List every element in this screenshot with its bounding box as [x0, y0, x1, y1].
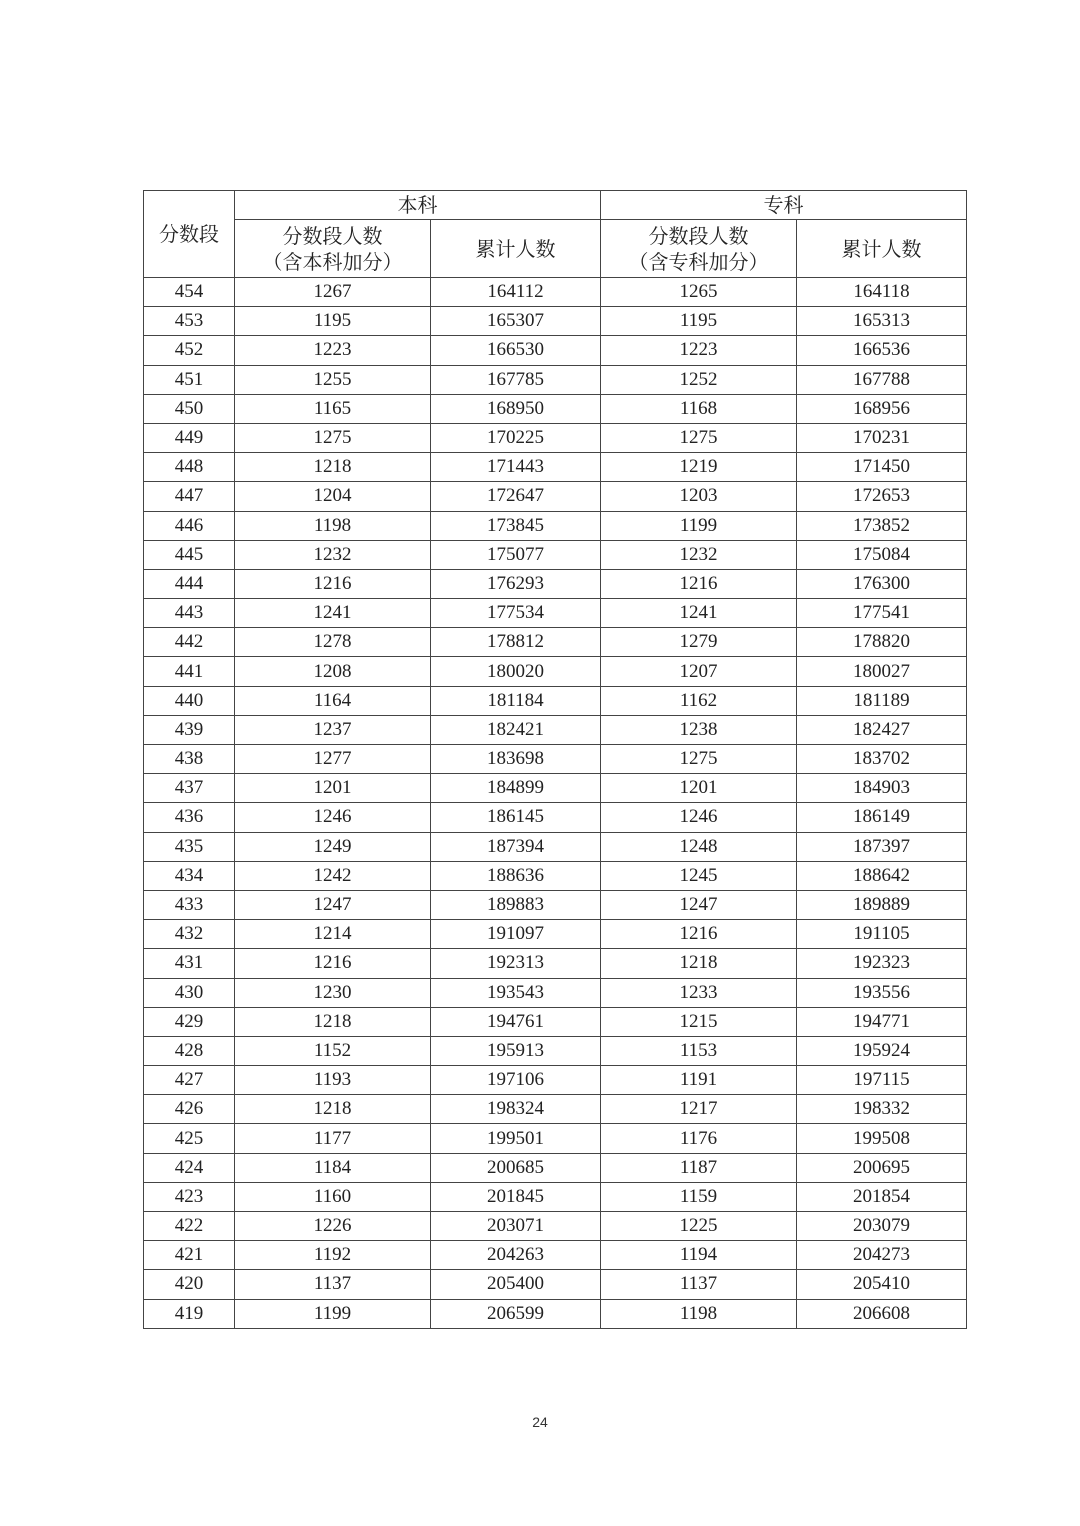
zhuanke-cumulative-cell: 205410 — [797, 1270, 967, 1299]
table-row — [144, 394, 967, 423]
score-cell: 426 — [144, 1095, 235, 1124]
score-cell: 435 — [144, 832, 235, 861]
table-row — [144, 307, 967, 336]
zhuanke-cumulative-cell: 167788 — [797, 365, 967, 394]
score-cell: 449 — [144, 423, 235, 452]
score-distribution-table — [143, 190, 967, 1329]
benke-count-cell: 1223 — [235, 336, 431, 365]
benke-count-cell: 1278 — [235, 628, 431, 657]
table-row — [144, 453, 967, 482]
zhuanke-count-cell: 1238 — [601, 715, 797, 744]
score-cell: 427 — [144, 1066, 235, 1095]
benke-count-cell: 1199 — [235, 1299, 431, 1328]
score-cell: 431 — [144, 949, 235, 978]
benke-cumulative-cell: 172647 — [431, 482, 601, 511]
table-row — [144, 599, 967, 628]
zhuanke-cumulative-cell: 183702 — [797, 745, 967, 774]
benke-cumulative-cell: 165307 — [431, 307, 601, 336]
benke-count-cell: 1242 — [235, 861, 431, 890]
table-row — [144, 774, 967, 803]
zhuanke-count-cell: 1252 — [601, 365, 797, 394]
zhuanke-cumulative-cell: 198332 — [797, 1095, 967, 1124]
table-row — [144, 715, 967, 744]
benke-count-cell: 1218 — [235, 1095, 431, 1124]
benke-cumulative-header: 累计人数 — [431, 220, 601, 278]
table-row — [144, 949, 967, 978]
benke-count-header-line1: 分数段人数 — [282, 223, 383, 248]
benke-cumulative-cell: 178812 — [431, 628, 601, 657]
score-cell: 454 — [144, 278, 235, 307]
score-cell: 425 — [144, 1124, 235, 1153]
zhuanke-cumulative-cell: 164118 — [797, 278, 967, 307]
zhuanke-count-cell: 1201 — [601, 774, 797, 803]
benke-count-cell: 1137 — [235, 1270, 431, 1299]
score-cell: 430 — [144, 978, 235, 1007]
header-row-1 — [144, 191, 967, 220]
zhuanke-cumulative-header: 累计人数 — [797, 220, 967, 278]
zhuanke-cumulative-cell: 200695 — [797, 1153, 967, 1182]
zhuanke-count-cell: 1153 — [601, 1036, 797, 1065]
zhuanke-cumulative-cell: 201854 — [797, 1182, 967, 1211]
benke-count-cell: 1226 — [235, 1212, 431, 1241]
zhuanke-count-cell: 1275 — [601, 745, 797, 774]
benke-count-cell: 1275 — [235, 423, 431, 452]
benke-count-header — [235, 220, 431, 278]
benke-cumulative-cell: 199501 — [431, 1124, 601, 1153]
score-cell: 450 — [144, 394, 235, 423]
zhuanke-count-cell: 1245 — [601, 861, 797, 890]
benke-count-cell: 1204 — [235, 482, 431, 511]
table-row — [144, 920, 967, 949]
score-cell: 428 — [144, 1036, 235, 1065]
benke-cumulative-cell: 168950 — [431, 394, 601, 423]
benke-cumulative-cell: 189883 — [431, 890, 601, 919]
benke-cumulative-cell: 167785 — [431, 365, 601, 394]
table-row — [144, 803, 967, 832]
benke-cumulative-cell: 197106 — [431, 1066, 601, 1095]
benke-count-cell: 1267 — [235, 278, 431, 307]
table-row — [144, 336, 967, 365]
zhuanke-cumulative-cell: 194771 — [797, 1007, 967, 1036]
zhuanke-count-cell: 1233 — [601, 978, 797, 1007]
zhuanke-cumulative-cell: 165313 — [797, 307, 967, 336]
zhuanke-count-cell: 1137 — [601, 1270, 797, 1299]
table-row — [144, 978, 967, 1007]
benke-cumulative-cell: 194761 — [431, 1007, 601, 1036]
table-row — [144, 890, 967, 919]
benke-cumulative-cell: 204263 — [431, 1241, 601, 1270]
benke-cumulative-cell: 171443 — [431, 453, 601, 482]
zhuanke-cumulative-cell: 199508 — [797, 1124, 967, 1153]
benke-count-cell: 1184 — [235, 1153, 431, 1182]
zhuanke-cumulative-cell: 176300 — [797, 569, 967, 598]
benke-cumulative-cell: 170225 — [431, 423, 601, 452]
zhuanke-count-cell: 1223 — [601, 336, 797, 365]
score-cell: 420 — [144, 1270, 235, 1299]
zhuanke-count-cell: 1187 — [601, 1153, 797, 1182]
benke-cumulative-cell: 201845 — [431, 1182, 601, 1211]
zhuanke-cumulative-cell: 177541 — [797, 599, 967, 628]
benke-count-cell: 1208 — [235, 657, 431, 686]
score-cell: 436 — [144, 803, 235, 832]
benke-cumulative-cell: 188636 — [431, 861, 601, 890]
benke-cumulative-cell: 173845 — [431, 511, 601, 540]
zhuanke-count-cell: 1219 — [601, 453, 797, 482]
benke-cumulative-cell: 198324 — [431, 1095, 601, 1124]
zhuanke-cumulative-cell: 168956 — [797, 394, 967, 423]
benke-cumulative-cell: 195913 — [431, 1036, 601, 1065]
score-cell: 447 — [144, 482, 235, 511]
benke-cumulative-cell: 175077 — [431, 540, 601, 569]
score-cell: 433 — [144, 890, 235, 919]
benke-count-cell: 1277 — [235, 745, 431, 774]
zhuanke-cumulative-cell: 197115 — [797, 1066, 967, 1095]
benke-cumulative-cell: 182421 — [431, 715, 601, 744]
benke-cumulative-cell: 186145 — [431, 803, 601, 832]
benke-count-cell: 1232 — [235, 540, 431, 569]
score-cell: 432 — [144, 920, 235, 949]
zhuanke-count-cell: 1199 — [601, 511, 797, 540]
benke-count-cell: 1195 — [235, 307, 431, 336]
zhuanke-cumulative-cell: 166536 — [797, 336, 967, 365]
benke-cumulative-cell: 180020 — [431, 657, 601, 686]
benke-count-cell: 1164 — [235, 686, 431, 715]
benke-cumulative-cell: 191097 — [431, 920, 601, 949]
table-row — [144, 1270, 967, 1299]
benke-count-cell: 1177 — [235, 1124, 431, 1153]
zhuanke-count-cell: 1159 — [601, 1182, 797, 1211]
zhuanke-count-cell: 1176 — [601, 1124, 797, 1153]
score-cell: 434 — [144, 861, 235, 890]
benke-count-cell: 1237 — [235, 715, 431, 744]
table-row — [144, 482, 967, 511]
zhuanke-count-cell: 1198 — [601, 1299, 797, 1328]
score-cell: 442 — [144, 628, 235, 657]
score-cell: 444 — [144, 569, 235, 598]
benke-cumulative-cell: 206599 — [431, 1299, 601, 1328]
zhuanke-cumulative-cell: 184903 — [797, 774, 967, 803]
zhuanke-count-cell: 1247 — [601, 890, 797, 919]
benke-cumulative-cell: 164112 — [431, 278, 601, 307]
table-row — [144, 569, 967, 598]
zhuanke-cumulative-cell: 181189 — [797, 686, 967, 715]
zhuanke-count-cell: 1246 — [601, 803, 797, 832]
benke-count-cell: 1230 — [235, 978, 431, 1007]
zhuanke-cumulative-cell: 204273 — [797, 1241, 967, 1270]
zhuanke-count-cell: 1248 — [601, 832, 797, 861]
zhuanke-count-cell: 1207 — [601, 657, 797, 686]
zhuanke-cumulative-cell: 180027 — [797, 657, 967, 686]
benke-cumulative-cell: 183698 — [431, 745, 601, 774]
zhuanke-count-cell: 1216 — [601, 569, 797, 598]
zhuanke-count-cell: 1279 — [601, 628, 797, 657]
zhuanke-count-cell: 1203 — [601, 482, 797, 511]
score-cell: 424 — [144, 1153, 235, 1182]
zhuanke-count-cell: 1195 — [601, 307, 797, 336]
score-cell: 453 — [144, 307, 235, 336]
table-row — [144, 540, 967, 569]
score-cell: 421 — [144, 1241, 235, 1270]
table-row — [144, 1036, 967, 1065]
benke-cumulative-cell: 184899 — [431, 774, 601, 803]
benke-cumulative-cell: 203071 — [431, 1212, 601, 1241]
zhuanke-count-cell: 1194 — [601, 1241, 797, 1270]
score-cell: 451 — [144, 365, 235, 394]
benke-cumulative-cell: 176293 — [431, 569, 601, 598]
benke-cumulative-cell: 200685 — [431, 1153, 601, 1182]
benke-count-cell: 1216 — [235, 949, 431, 978]
benke-count-cell: 1201 — [235, 774, 431, 803]
zhuanke-count-cell: 1218 — [601, 949, 797, 978]
benke-count-cell: 1198 — [235, 511, 431, 540]
zhuanke-cumulative-cell: 187397 — [797, 832, 967, 861]
benke-count-cell: 1152 — [235, 1036, 431, 1065]
score-cell: 441 — [144, 657, 235, 686]
benke-header: 本科 — [235, 191, 601, 220]
benke-cumulative-cell: 205400 — [431, 1270, 601, 1299]
benke-cumulative-cell: 192313 — [431, 949, 601, 978]
zhuanke-cumulative-cell: 182427 — [797, 715, 967, 744]
zhuanke-cumulative-cell: 170231 — [797, 423, 967, 452]
zhuanke-count-cell: 1168 — [601, 394, 797, 423]
benke-cumulative-cell: 177534 — [431, 599, 601, 628]
table-row — [144, 511, 967, 540]
score-header: 分数段 — [144, 191, 235, 278]
benke-cumulative-cell: 187394 — [431, 832, 601, 861]
table-row — [144, 423, 967, 452]
score-cell: 422 — [144, 1212, 235, 1241]
zhuanke-cumulative-cell: 175084 — [797, 540, 967, 569]
table-row — [144, 278, 967, 307]
zhuanke-cumulative-cell: 171450 — [797, 453, 967, 482]
table-row — [144, 686, 967, 715]
table-row — [144, 1095, 967, 1124]
zhuanke-cumulative-cell: 193556 — [797, 978, 967, 1007]
zhuanke-header: 专科 — [601, 191, 967, 220]
benke-count-cell: 1192 — [235, 1241, 431, 1270]
score-cell: 438 — [144, 745, 235, 774]
zhuanke-cumulative-cell: 173852 — [797, 511, 967, 540]
table-row — [144, 1299, 967, 1328]
score-cell: 448 — [144, 453, 235, 482]
zhuanke-cumulative-cell: 189889 — [797, 890, 967, 919]
zhuanke-cumulative-cell: 186149 — [797, 803, 967, 832]
benke-count-cell: 1218 — [235, 453, 431, 482]
zhuanke-count-header — [601, 220, 797, 278]
table-row — [144, 832, 967, 861]
score-cell: 439 — [144, 715, 235, 744]
score-cell: 419 — [144, 1299, 235, 1328]
score-cell: 446 — [144, 511, 235, 540]
table-row — [144, 628, 967, 657]
table-row — [144, 1066, 967, 1095]
table-row — [144, 657, 967, 686]
zhuanke-count-cell: 1217 — [601, 1095, 797, 1124]
table-row — [144, 1212, 967, 1241]
table-row — [144, 745, 967, 774]
benke-count-cell: 1246 — [235, 803, 431, 832]
benke-count-cell: 1216 — [235, 569, 431, 598]
zhuanke-cumulative-cell: 191105 — [797, 920, 967, 949]
header-row-2 — [144, 220, 967, 278]
score-cell: 440 — [144, 686, 235, 715]
zhuanke-cumulative-cell: 178820 — [797, 628, 967, 657]
page-number: 24 — [532, 1414, 548, 1430]
score-cell: 452 — [144, 336, 235, 365]
benke-count-cell: 1241 — [235, 599, 431, 628]
zhuanke-count-cell: 1225 — [601, 1212, 797, 1241]
zhuanke-count-cell: 1191 — [601, 1066, 797, 1095]
score-cell: 423 — [144, 1182, 235, 1211]
score-cell: 445 — [144, 540, 235, 569]
zhuanke-count-cell: 1215 — [601, 1007, 797, 1036]
table-row — [144, 1124, 967, 1153]
benke-count-cell: 1193 — [235, 1066, 431, 1095]
zhuanke-cumulative-cell: 188642 — [797, 861, 967, 890]
score-cell: 437 — [144, 774, 235, 803]
zhuanke-count-header-line2: （含专科加分） — [628, 249, 769, 274]
zhuanke-cumulative-cell: 206608 — [797, 1299, 967, 1328]
benke-count-cell: 1218 — [235, 1007, 431, 1036]
benke-cumulative-cell: 193543 — [431, 978, 601, 1007]
zhuanke-count-header-line1: 分数段人数 — [648, 223, 749, 248]
zhuanke-count-cell: 1216 — [601, 920, 797, 949]
benke-count-cell: 1214 — [235, 920, 431, 949]
score-cell: 429 — [144, 1007, 235, 1036]
zhuanke-count-cell: 1265 — [601, 278, 797, 307]
table-body — [144, 278, 967, 1329]
table-row — [144, 1153, 967, 1182]
zhuanke-count-cell: 1232 — [601, 540, 797, 569]
table-row — [144, 365, 967, 394]
zhuanke-count-cell: 1241 — [601, 599, 797, 628]
benke-cumulative-cell: 181184 — [431, 686, 601, 715]
benke-count-cell: 1255 — [235, 365, 431, 394]
zhuanke-cumulative-cell: 172653 — [797, 482, 967, 511]
benke-count-header-line2: （含本科加分） — [262, 249, 403, 274]
benke-count-cell: 1247 — [235, 890, 431, 919]
zhuanke-count-cell: 1275 — [601, 423, 797, 452]
benke-cumulative-cell: 166530 — [431, 336, 601, 365]
benke-count-cell: 1160 — [235, 1182, 431, 1211]
zhuanke-cumulative-cell: 192323 — [797, 949, 967, 978]
table-row — [144, 861, 967, 890]
zhuanke-cumulative-cell: 203079 — [797, 1212, 967, 1241]
score-cell: 443 — [144, 599, 235, 628]
benke-count-cell: 1165 — [235, 394, 431, 423]
table-row — [144, 1007, 967, 1036]
table-row — [144, 1182, 967, 1211]
table-row — [144, 1241, 967, 1270]
zhuanke-cumulative-cell: 195924 — [797, 1036, 967, 1065]
zhuanke-count-cell: 1162 — [601, 686, 797, 715]
benke-count-cell: 1249 — [235, 832, 431, 861]
